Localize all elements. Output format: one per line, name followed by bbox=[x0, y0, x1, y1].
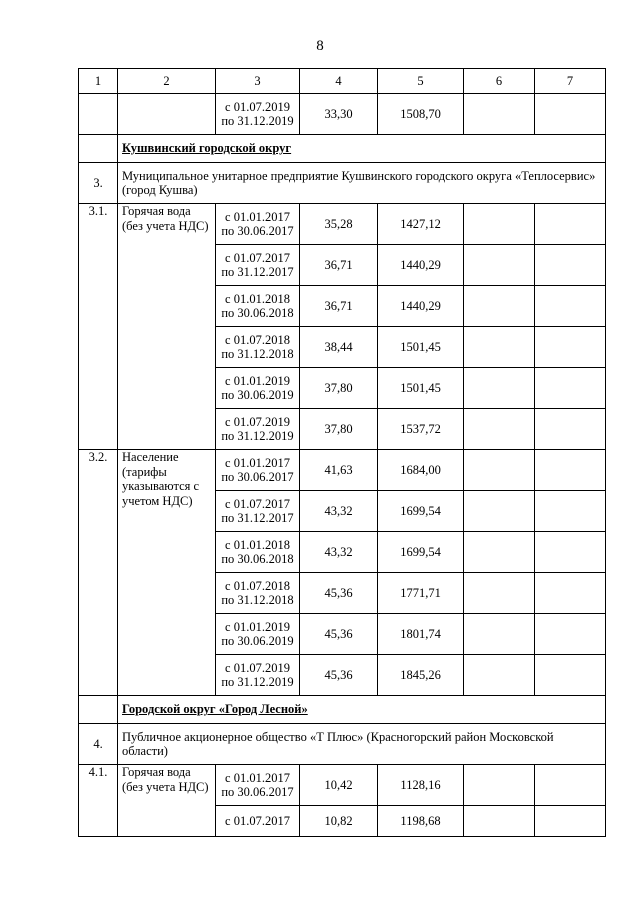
empty-cell bbox=[464, 368, 535, 409]
section-row bbox=[79, 135, 606, 163]
value-cell: 43,32 bbox=[300, 491, 378, 532]
header-cell: 3 bbox=[216, 69, 300, 94]
organization-row bbox=[79, 163, 606, 204]
value-cell: 1845,26 bbox=[378, 655, 464, 696]
empty-cell bbox=[464, 450, 535, 491]
table-row bbox=[79, 204, 606, 245]
page-number: 8 bbox=[316, 38, 324, 54]
empty-cell bbox=[464, 327, 535, 368]
value-cell: 1198,68 bbox=[378, 806, 464, 837]
empty-cell bbox=[535, 532, 606, 573]
table-row bbox=[79, 94, 606, 135]
period-cell: с 01.07.2018 по 31.12.2018 bbox=[216, 573, 300, 614]
value-cell: 41,63 bbox=[300, 450, 378, 491]
empty-cell bbox=[464, 94, 535, 135]
organization-index: 3. bbox=[79, 163, 118, 204]
group-index: 4.1. bbox=[79, 765, 118, 837]
period-cell: с 01.07.2019 по 31.12.2019 bbox=[216, 94, 300, 135]
organization-index: 4. bbox=[79, 724, 118, 765]
empty-cell bbox=[535, 368, 606, 409]
value-cell: 1699,54 bbox=[378, 532, 464, 573]
index-cell bbox=[79, 696, 118, 724]
tariff-table bbox=[78, 68, 606, 837]
period-cell: с 01.01.2019 по 30.06.2019 bbox=[216, 614, 300, 655]
period-cell: с 01.07.2019 по 31.12.2019 bbox=[216, 655, 300, 696]
empty-cell bbox=[464, 765, 535, 806]
value-cell: 1537,72 bbox=[378, 409, 464, 450]
empty-cell bbox=[464, 204, 535, 245]
service-cell bbox=[118, 94, 216, 135]
period-cell: с 01.01.2017 по 30.06.2017 bbox=[216, 450, 300, 491]
empty-cell bbox=[535, 806, 606, 837]
value-cell: 1128,16 bbox=[378, 765, 464, 806]
empty-cell bbox=[464, 286, 535, 327]
header-cell: 1 bbox=[79, 69, 118, 94]
service-name: Горячая вода (без учета НДС) bbox=[118, 204, 216, 450]
value-cell: 37,80 bbox=[300, 409, 378, 450]
period-cell: с 01.01.2018 по 30.06.2018 bbox=[216, 286, 300, 327]
value-cell: 36,71 bbox=[300, 245, 378, 286]
period-cell: с 01.01.2017 по 30.06.2017 bbox=[216, 765, 300, 806]
period-cell: с 01.07.2017 по 31.12.2017 bbox=[216, 245, 300, 286]
header-cell: 6 bbox=[464, 69, 535, 94]
empty-cell bbox=[464, 655, 535, 696]
empty-cell bbox=[535, 327, 606, 368]
period-cell: с 01.07.2017 по 31.12.2017 bbox=[216, 491, 300, 532]
value-cell: 10,82 bbox=[300, 806, 378, 837]
value-cell: 35,28 bbox=[300, 204, 378, 245]
empty-cell bbox=[535, 765, 606, 806]
header-cell: 7 bbox=[535, 69, 606, 94]
period-cell: с 01.07.2018 по 31.12.2018 bbox=[216, 327, 300, 368]
value-cell: 1801,74 bbox=[378, 614, 464, 655]
empty-cell bbox=[464, 573, 535, 614]
value-cell: 1501,45 bbox=[378, 368, 464, 409]
empty-cell bbox=[535, 614, 606, 655]
empty-cell bbox=[535, 573, 606, 614]
empty-cell bbox=[535, 409, 606, 450]
empty-cell bbox=[535, 245, 606, 286]
empty-cell bbox=[535, 204, 606, 245]
section-title: Городской округ «Город Лесной» bbox=[122, 702, 308, 717]
service-name: Население (тарифы указываются с учетом НДС) bbox=[118, 450, 216, 696]
header-row bbox=[79, 69, 606, 94]
organization-row bbox=[79, 724, 606, 765]
value-cell: 1427,12 bbox=[378, 204, 464, 245]
value-cell: 1771,71 bbox=[378, 573, 464, 614]
period-cell: с 01.07.2019 по 31.12.2019 bbox=[216, 409, 300, 450]
group-index: 3.1. bbox=[79, 204, 118, 450]
empty-cell bbox=[464, 614, 535, 655]
header-cell: 2 bbox=[118, 69, 216, 94]
value-cell: 43,32 bbox=[300, 532, 378, 573]
value-cell: 33,30 bbox=[300, 94, 378, 135]
section-title: Кушвинский городской округ bbox=[122, 141, 292, 156]
empty-cell bbox=[464, 409, 535, 450]
period-cell: с 01.01.2018 по 30.06.2018 bbox=[216, 532, 300, 573]
empty-cell bbox=[535, 286, 606, 327]
period-cell: с 01.01.2019 по 30.06.2019 bbox=[216, 368, 300, 409]
empty-cell bbox=[464, 532, 535, 573]
value-cell: 1501,45 bbox=[378, 327, 464, 368]
value-cell: 1684,00 bbox=[378, 450, 464, 491]
table-row bbox=[79, 765, 606, 806]
value-cell: 1508,70 bbox=[378, 94, 464, 135]
empty-cell bbox=[535, 94, 606, 135]
table-row bbox=[79, 450, 606, 491]
index-cell bbox=[79, 135, 118, 163]
header-cell: 5 bbox=[378, 69, 464, 94]
value-cell: 38,44 bbox=[300, 327, 378, 368]
value-cell: 10,42 bbox=[300, 765, 378, 806]
empty-cell bbox=[464, 245, 535, 286]
value-cell: 37,80 bbox=[300, 368, 378, 409]
period-cell: с 01.07.2017 bbox=[216, 806, 300, 837]
header-cell: 4 bbox=[300, 69, 378, 94]
organization-name: Публичное акционерное общество «Т Плюс» (Красногорский район Московской области) bbox=[118, 724, 606, 765]
empty-cell bbox=[535, 491, 606, 532]
value-cell: 45,36 bbox=[300, 573, 378, 614]
service-name: Горячая вода (без учета НДС) bbox=[118, 765, 216, 837]
section-row bbox=[79, 696, 606, 724]
empty-cell bbox=[464, 806, 535, 837]
value-cell: 45,36 bbox=[300, 614, 378, 655]
value-cell: 1440,29 bbox=[378, 286, 464, 327]
period-cell: с 01.01.2017 по 30.06.2017 bbox=[216, 204, 300, 245]
organization-name: Муниципальное унитарное предприятие Кушвинского городского округа «Теплосервис» (город Кушва) bbox=[118, 163, 606, 204]
index-cell bbox=[79, 94, 118, 135]
value-cell: 45,36 bbox=[300, 655, 378, 696]
value-cell: 36,71 bbox=[300, 286, 378, 327]
empty-cell bbox=[535, 655, 606, 696]
value-cell: 1440,29 bbox=[378, 245, 464, 286]
empty-cell bbox=[464, 491, 535, 532]
value-cell: 1699,54 bbox=[378, 491, 464, 532]
group-index: 3.2. bbox=[79, 450, 118, 696]
empty-cell bbox=[535, 450, 606, 491]
